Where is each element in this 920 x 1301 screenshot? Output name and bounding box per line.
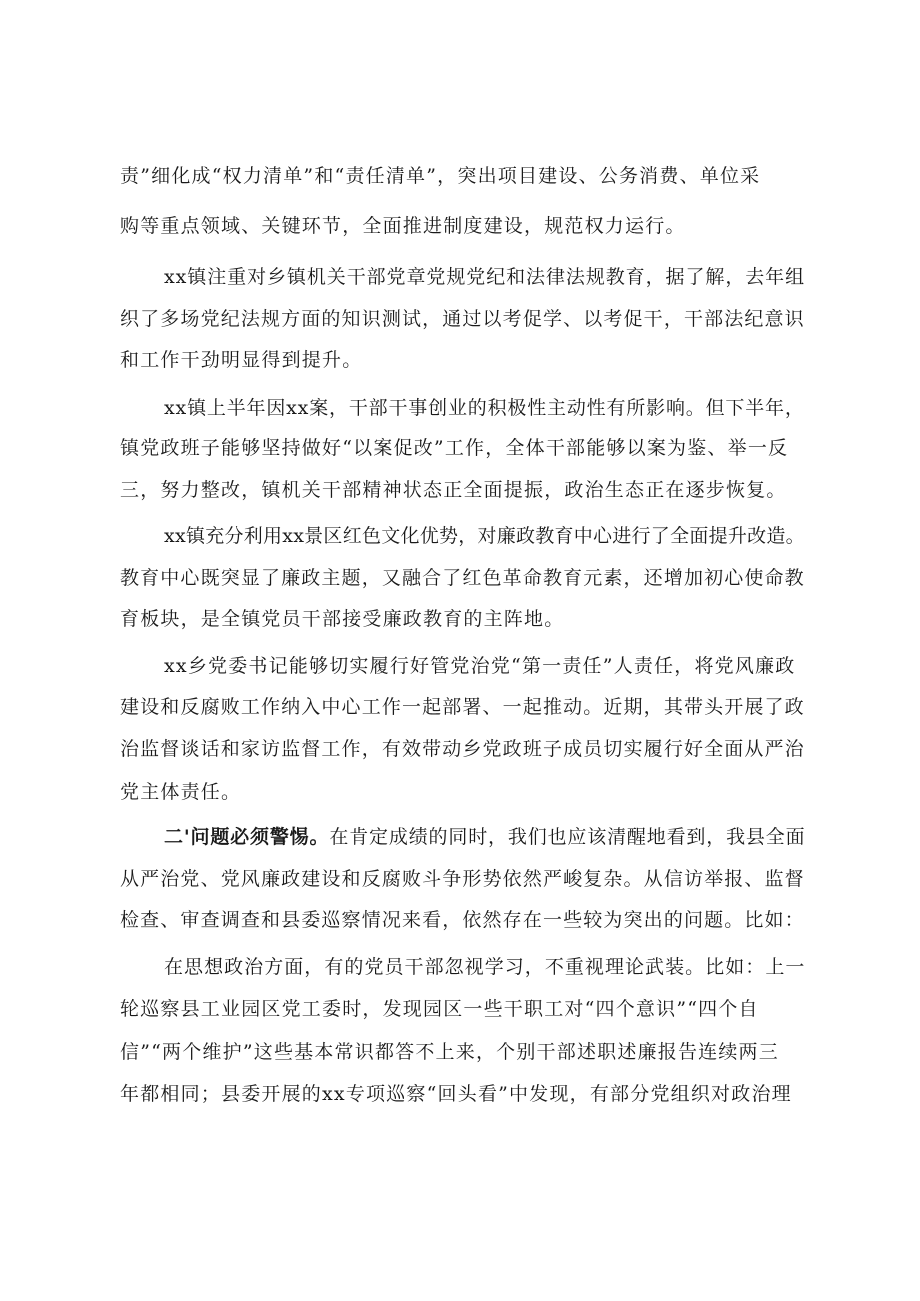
text-line: 和工作干劲明显得到提升。 — [120, 349, 363, 371]
text-line: xx乡党委书记能够切实履行好管党治党“第一责任”人责任，将党风廉政 — [164, 655, 796, 677]
text-line: 在思想政治方面，有的党员干部忽视学习，不重视理论武装。比如：上一 — [164, 956, 806, 978]
text-line: 轮巡察县工业园区党工委时，发现园区一些干职工对“四个意识”“四个自 — [120, 998, 759, 1020]
text-line: 治监督谈话和家访监督工作，有效带动乡党政班子成员切实履行好全面从严治 — [120, 738, 805, 760]
text-line: 从严治党、党风廉政建设和反腐败斗争形势依然严峻复杂。从信访举报、监督 — [120, 868, 805, 890]
text-line: xx镇上半年因xx案，干部干事创业的积极性主动性有所影响。但下半年， — [164, 397, 805, 419]
text-line: 建设和反腐败工作纳入中心工作一起部署、一起推动。近期，其带头开展了政 — [120, 696, 805, 718]
text-line: 教育中心既突显了廉政主题，又融合了红色革命教育元素，还增加初心使命教 — [120, 567, 805, 589]
text-line: 镇党政班子能够坚持做好“以案促改”工作，全体干部能够以案为鉴、举一反 — [120, 437, 789, 459]
text-line: 育板块，是全镇党员干部接受廉政教育的主阵地。 — [120, 608, 565, 630]
text-line: xx镇充分利用xx景区红色文化优势，对廉政教育中心进行了全面提升改造。 — [164, 525, 805, 547]
text-line: 党主体责任。 — [120, 781, 242, 803]
text-line: 责”细化成“权力清单”和“责任清单”，突出项目建设、公务消费、单位采 — [120, 165, 761, 187]
text-line: 织了多场党纪法规方面的知识测试，通过以考促学、以考促干，干部法纪意识 — [120, 308, 805, 330]
text-line: 三，努力整改，镇机关干部精神状态正全面提振，政治生态正在逐步恢复。 — [120, 479, 787, 501]
text-line: 检查、审查调查和县委巡察情况来看，依然存在一些较为突出的问题。比如： — [120, 909, 805, 931]
section-heading-line — [164, 824, 805, 850]
section-heading: 二'问题必须警惕。 — [164, 826, 330, 848]
text-line: 信”“两个维护”这些基本常识都答不上来，个别干部述职述廉报告连续两三 — [120, 1041, 779, 1063]
text-line: xx镇注重对乡镇机关干部党章党规党纪和法律法规教育，据了解，去年组 — [164, 266, 806, 288]
text-line: 购等重点领域、关键环节，全面推进制度建设，规范权力运行。 — [120, 215, 686, 237]
text-line: 年都相同；县委开展的xx专项巡察“回头看”中发现，有部分党组织对政治理 — [120, 1083, 792, 1105]
text-line: 在肯定成绩的同时，我们也应该清醒地看到，我县全面 — [329, 826, 806, 848]
